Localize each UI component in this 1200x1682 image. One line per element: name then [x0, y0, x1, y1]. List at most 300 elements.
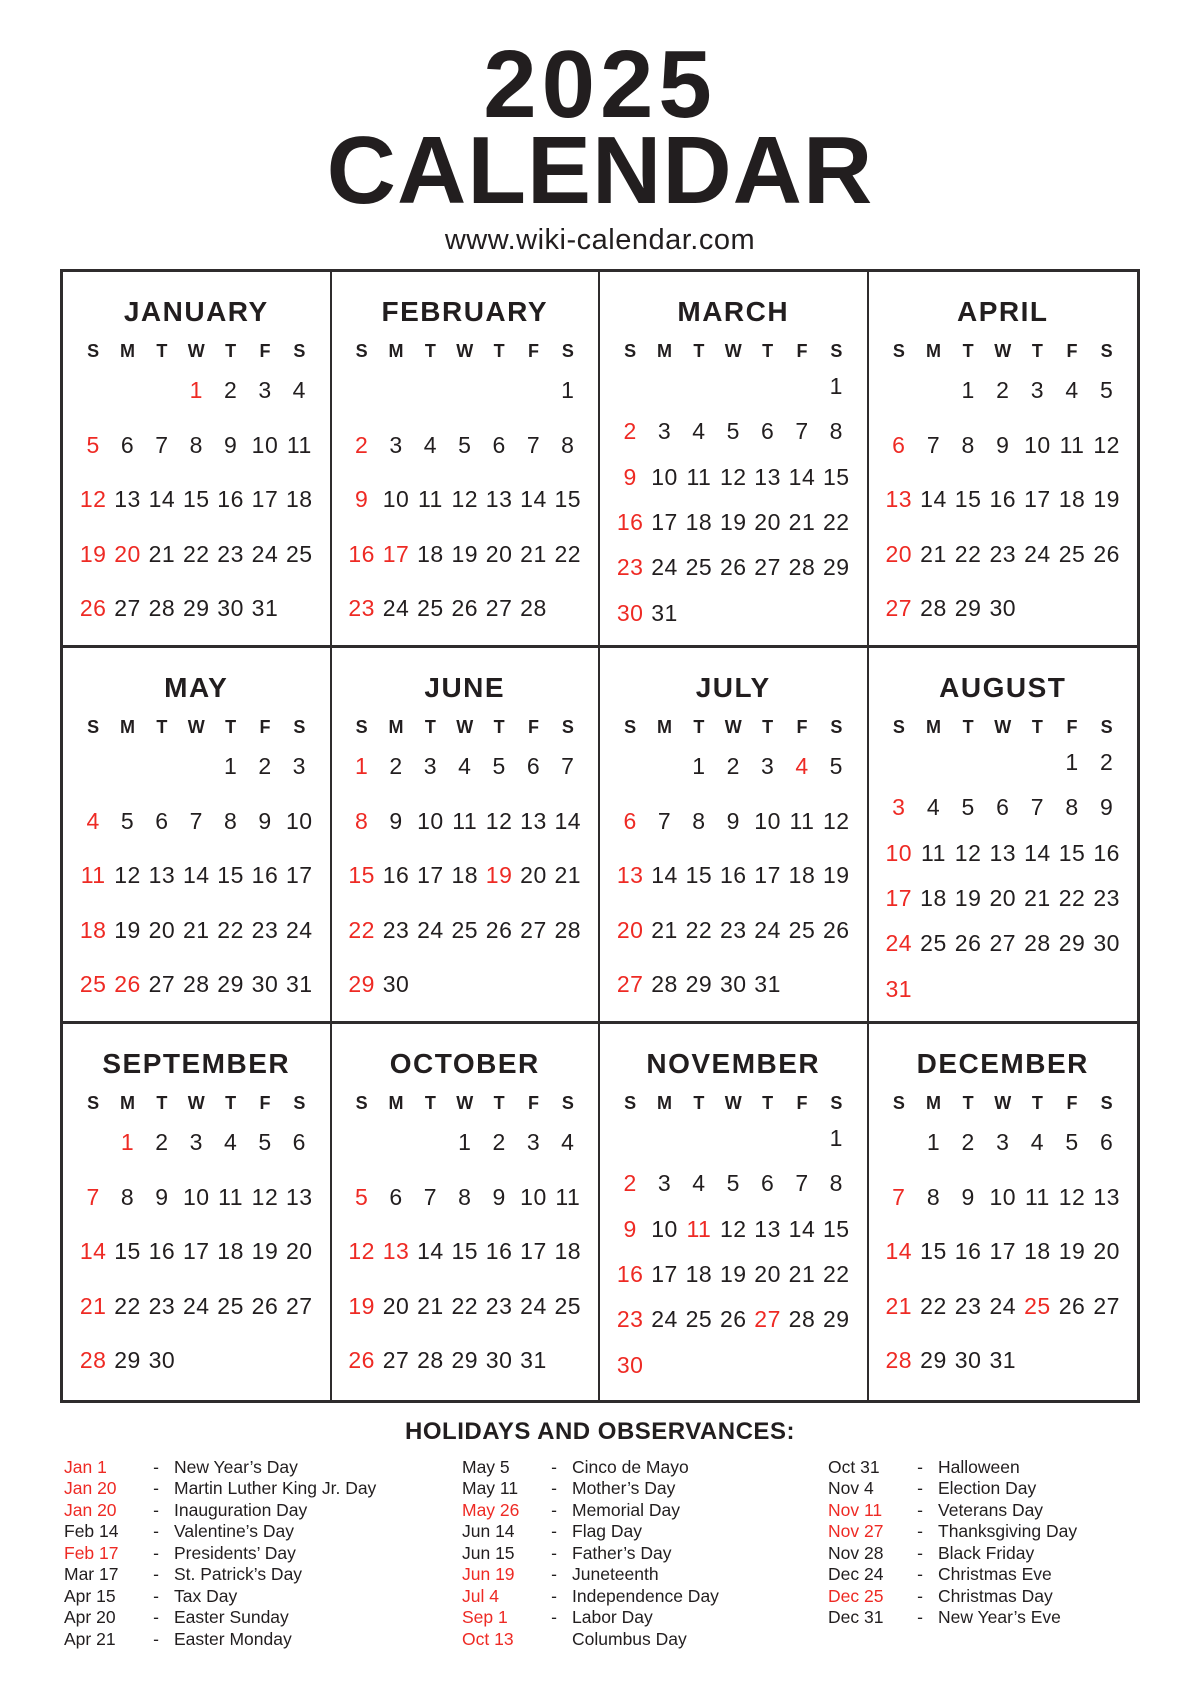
day-cell: 12: [823, 807, 850, 834]
day-cell: 24: [286, 916, 313, 943]
holiday-date: Oct 31: [828, 1456, 880, 1477]
day-cell: [551, 1347, 585, 1374]
day-cell: [716, 1352, 750, 1379]
day-cell: 17: [417, 862, 444, 889]
holiday-name: Christmas Day: [938, 1585, 1053, 1606]
day-cell: 2: [996, 377, 1010, 404]
week-row: [882, 1293, 1125, 1320]
day-cell: 10: [651, 463, 678, 490]
day-cell: 20: [754, 1260, 781, 1287]
holiday-separator: -: [153, 1628, 159, 1649]
weeks: [613, 740, 854, 1012]
day-cell: 22: [114, 1292, 141, 1319]
week-row: [345, 1347, 586, 1374]
day-cell: 1: [561, 377, 575, 404]
week-row: [76, 1347, 317, 1374]
day-cell: 18: [1058, 486, 1086, 513]
holiday-row: [64, 1521, 462, 1543]
holiday-name: Christmas Eve: [938, 1564, 1052, 1585]
day-cell: 9: [726, 807, 740, 834]
month-august: [869, 648, 1138, 1024]
weekday-label: S: [355, 340, 368, 361]
day-cell: 16: [719, 862, 747, 889]
day-cell: 31: [286, 971, 313, 998]
holiday-date: Jan 20: [64, 1499, 117, 1520]
day-cell: 19: [485, 862, 513, 889]
weekday-label: T: [962, 340, 974, 361]
week-row: [613, 1170, 854, 1197]
weekday-label: T: [424, 716, 436, 737]
holiday-date: Nov 4: [828, 1478, 874, 1499]
day-cell: 5: [829, 753, 843, 780]
day-cell: 30: [251, 971, 279, 998]
weekday-label: T: [1031, 340, 1043, 361]
weekday-label: M: [925, 340, 941, 361]
week-row: [345, 377, 586, 404]
day-cell: 4: [423, 431, 438, 458]
day-cell: [76, 377, 110, 404]
day-cell: [1089, 976, 1124, 1003]
week-row: [345, 1238, 586, 1265]
weekday-label: S: [293, 716, 306, 737]
holiday-name: Easter Sunday: [174, 1607, 289, 1628]
day-cell: 29: [685, 971, 713, 998]
month-title: JANUARY: [123, 295, 269, 327]
week-row: [882, 976, 1125, 1003]
day-cell: 26: [719, 554, 747, 581]
weekday-label: S: [830, 1092, 843, 1113]
day-cell: 8: [561, 431, 575, 458]
day-cell: 18: [920, 884, 947, 911]
weekday-label: M: [120, 1092, 136, 1113]
day-cell: 13: [520, 807, 547, 834]
day-cell: 6: [155, 807, 169, 834]
week-row: [613, 1216, 854, 1243]
holiday-separator: -: [917, 1607, 923, 1628]
weekday-label: T: [693, 340, 705, 361]
day-cell: 8: [189, 431, 203, 458]
week-row: [613, 1125, 854, 1152]
day-cell: 23: [382, 916, 410, 943]
day-cell: [682, 1125, 716, 1152]
day-cell: 31: [520, 1347, 547, 1374]
holiday-row: [828, 1478, 1168, 1500]
day-cell: 21: [885, 1292, 913, 1319]
day-cell: 6: [892, 431, 906, 458]
day-cell: 24: [885, 930, 913, 957]
day-cell: 26: [823, 916, 850, 943]
day-cell: 3: [189, 1129, 203, 1156]
day-cell: 14: [417, 1238, 444, 1265]
week-row: [613, 418, 854, 445]
day-cell: 13: [1093, 1183, 1120, 1210]
day-cell: 2: [258, 753, 272, 780]
day-cell: 19: [719, 1260, 747, 1287]
day-cell: 19: [1058, 1238, 1086, 1265]
day-cell: [213, 1347, 247, 1374]
holiday-name: Black Friday: [938, 1542, 1035, 1563]
day-cell: 25: [286, 540, 313, 567]
weekday-header: [613, 1093, 854, 1114]
day-cell: 27: [989, 930, 1017, 957]
holiday-separator: -: [153, 1607, 159, 1628]
day-cell: 24: [754, 916, 781, 943]
holiday-separator: -: [917, 1542, 923, 1563]
day-cell: 18: [217, 1238, 244, 1265]
holiday-date: Dec 31: [828, 1607, 884, 1628]
holiday-name: Cinco de Mayo: [572, 1456, 689, 1477]
day-cell: 30: [719, 971, 747, 998]
day-cell: [516, 377, 550, 404]
day-cell: [379, 1129, 413, 1156]
weekday-label: S: [561, 1092, 574, 1113]
holiday-name: Election Day: [938, 1478, 1037, 1499]
weekday-label: F: [796, 1092, 808, 1113]
weekday-label: T: [493, 716, 505, 737]
weekday-label: W: [187, 716, 205, 737]
day-cell: 1: [223, 753, 238, 780]
holiday-separator: -: [551, 1499, 557, 1520]
day-cell: 19: [251, 1238, 279, 1265]
weekday-label: T: [962, 716, 974, 737]
day-cell: 17: [754, 862, 781, 889]
week-row: [76, 1184, 317, 1211]
weekday-label: S: [830, 716, 843, 737]
weeks: [345, 1116, 586, 1388]
day-cell: 25: [79, 971, 107, 998]
day-cell: 18: [451, 862, 479, 889]
weekday-label: F: [796, 716, 808, 737]
day-cell: 18: [286, 486, 313, 513]
day-cell: 8: [223, 807, 238, 834]
week-row: [882, 1184, 1125, 1211]
day-cell: 17: [382, 540, 410, 567]
day-cell: 10: [651, 1215, 678, 1242]
holiday-date: Sep 1: [462, 1607, 508, 1628]
weekday-label: T: [762, 716, 774, 737]
weekday-header: [345, 717, 586, 738]
day-cell: [413, 971, 447, 998]
day-cell: 6: [492, 431, 506, 458]
day-cell: 12: [1058, 1183, 1086, 1210]
week-row: [882, 486, 1125, 513]
weekday-label: S: [561, 716, 574, 737]
week-row: [345, 917, 586, 944]
weeks: [345, 364, 586, 636]
day-cell: 4: [926, 794, 941, 821]
day-cell: 30: [485, 1347, 513, 1374]
day-cell: 29: [114, 1347, 141, 1374]
day-cell: 21: [79, 1292, 107, 1319]
holiday-name: Valentine’s Day: [174, 1521, 294, 1542]
day-cell: 6: [996, 794, 1010, 821]
weekday-label: M: [925, 716, 941, 737]
weekday-label: S: [1100, 340, 1113, 361]
week-row: [345, 541, 586, 568]
holiday-separator: -: [551, 1478, 557, 1499]
weekday-label: M: [388, 716, 404, 737]
day-cell: 2: [623, 1170, 637, 1197]
day-cell: 27: [1093, 1292, 1120, 1319]
day-cell: 24: [651, 554, 678, 581]
day-cell: 7: [1030, 794, 1045, 821]
day-cell: [682, 1352, 716, 1379]
day-cell: [750, 373, 784, 400]
weekday-label: F: [1066, 1092, 1078, 1113]
day-cell: 15: [451, 1238, 479, 1265]
weekday-label: F: [796, 340, 808, 361]
weekday-header: [613, 717, 854, 738]
day-cell: [716, 373, 750, 400]
day-cell: [145, 377, 179, 404]
day-cell: 4: [1030, 1129, 1045, 1156]
day-cell: [819, 971, 853, 998]
day-cell: 27: [148, 971, 176, 998]
holiday-row: [462, 1607, 828, 1629]
day-cell: 16: [485, 1238, 513, 1265]
week-row: [882, 1129, 1125, 1156]
day-cell: 30: [217, 595, 244, 622]
weekday-label: M: [120, 716, 136, 737]
day-cell: 6: [760, 418, 775, 445]
day-cell: 28: [79, 1347, 107, 1374]
day-cell: [916, 976, 951, 1003]
day-cell: 14: [148, 486, 176, 513]
day-cell: 6: [1100, 1129, 1114, 1156]
day-cell: 15: [1058, 839, 1086, 866]
day-cell: 15: [823, 1215, 850, 1242]
week-row: [76, 1238, 317, 1265]
day-cell: 23: [954, 1292, 982, 1319]
weekday-label: F: [527, 340, 539, 361]
day-cell: 27: [754, 554, 781, 581]
day-cell: 8: [961, 431, 975, 458]
weekday-label: F: [259, 340, 271, 361]
month-november: [600, 1024, 869, 1400]
day-cell: 10: [1024, 431, 1051, 458]
day-cell: 3: [760, 753, 775, 780]
day-cell: 21: [788, 1260, 816, 1287]
day-cell: 20: [520, 862, 547, 889]
day-cell: 21: [554, 862, 582, 889]
day-cell: 4: [1065, 377, 1079, 404]
day-cell: 8: [926, 1183, 941, 1210]
day-cell: 25: [685, 1306, 713, 1333]
week-row: [76, 595, 317, 622]
month-january: [63, 272, 332, 648]
day-cell: 4: [86, 807, 100, 834]
holiday-name: Memorial Day: [572, 1499, 680, 1520]
holiday-name: Father’s Day: [572, 1542, 672, 1563]
weekday-label: S: [87, 1092, 100, 1113]
day-cell: 9: [389, 807, 403, 834]
day-cell: 3: [657, 1170, 672, 1197]
week-row: [613, 600, 854, 627]
day-cell: 16: [616, 1260, 644, 1287]
day-cell: [613, 1125, 647, 1152]
weekday-label: T: [225, 340, 237, 361]
holiday-date: May 26: [462, 1499, 520, 1520]
day-cell: 26: [451, 595, 479, 622]
day-cell: 24: [989, 1292, 1017, 1319]
holiday-row: [462, 1478, 828, 1500]
day-cell: 3: [892, 794, 906, 821]
day-cell: 6: [623, 807, 637, 834]
day-cell: [682, 600, 716, 627]
month-title: JULY: [695, 671, 771, 703]
day-cell: [1055, 976, 1090, 1003]
day-cell: 16: [251, 862, 279, 889]
day-cell: 25: [217, 1292, 244, 1319]
day-cell: 13: [885, 486, 913, 513]
month-title: NOVEMBER: [646, 1047, 821, 1079]
holiday-row: [64, 1607, 462, 1629]
day-cell: 8: [120, 1183, 135, 1210]
weekday-label: T: [762, 340, 774, 361]
day-cell: 10: [182, 1183, 210, 1210]
weekday-label: F: [1066, 340, 1078, 361]
day-cell: 5: [726, 418, 740, 445]
day-cell: 24: [182, 1292, 210, 1319]
weekday-label: W: [456, 716, 474, 737]
day-cell: 16: [348, 540, 375, 567]
week-row: [76, 753, 317, 780]
weekday-label: W: [994, 716, 1012, 737]
day-cell: 21: [417, 1292, 444, 1319]
day-cell: 8: [355, 807, 369, 834]
day-cell: 29: [1058, 930, 1086, 957]
day-cell: 23: [616, 554, 644, 581]
holiday-date: Feb 14: [64, 1521, 119, 1542]
weekday-label: T: [225, 716, 237, 737]
weekday-header: [76, 1093, 317, 1114]
weekday-label: S: [624, 340, 637, 361]
day-cell: 18: [788, 862, 816, 889]
week-row: [76, 432, 317, 459]
week-row: [76, 917, 317, 944]
holiday-date: Dec 25: [828, 1585, 884, 1606]
day-cell: [145, 753, 179, 780]
holiday-row: [828, 1564, 1168, 1586]
week-row: [882, 840, 1125, 867]
day-cell: 25: [920, 930, 947, 957]
day-cell: 19: [823, 862, 850, 889]
holiday-separator: [536, 1629, 572, 1651]
day-cell: 22: [823, 508, 850, 535]
weekday-label: W: [994, 340, 1012, 361]
holiday-separator: -: [917, 1521, 923, 1542]
week-row: [76, 486, 317, 513]
weekday-label: W: [724, 1092, 742, 1113]
day-cell: [482, 971, 516, 998]
day-cell: 29: [348, 971, 375, 998]
day-cell: 23: [251, 916, 279, 943]
day-cell: 3: [292, 753, 306, 780]
holiday-column: [64, 1457, 462, 1651]
holiday-date: Nov 28: [828, 1542, 884, 1563]
day-cell: 20: [1093, 1238, 1120, 1265]
day-cell: 24: [651, 1306, 678, 1333]
day-cell: [985, 976, 1020, 1003]
day-cell: 16: [989, 486, 1017, 513]
holiday-name: New Year’s Day: [174, 1456, 298, 1477]
day-cell: 22: [1058, 884, 1086, 911]
day-cell: 7: [423, 1183, 438, 1210]
month-title: MAY: [164, 671, 229, 703]
weekday-label: M: [388, 1092, 404, 1113]
day-cell: 4: [223, 1129, 238, 1156]
day-cell: [750, 1352, 784, 1379]
holiday-row: [828, 1543, 1168, 1565]
day-cell: 28: [148, 595, 176, 622]
day-cell: 19: [114, 916, 141, 943]
weekday-label: W: [187, 1092, 205, 1113]
day-cell: [882, 749, 917, 776]
day-cell: 9: [623, 1215, 637, 1242]
day-cell: 9: [623, 463, 637, 490]
day-cell: 17: [1024, 486, 1051, 513]
day-cell: 18: [1024, 1238, 1051, 1265]
year-title: 2025: [483, 31, 717, 138]
day-cell: 21: [1024, 884, 1051, 911]
day-cell: 4: [795, 753, 809, 780]
day-cell: 9: [996, 431, 1010, 458]
weekday-label: S: [624, 1092, 637, 1113]
day-cell: [785, 1352, 819, 1379]
weekday-label: W: [724, 716, 742, 737]
day-cell: 10: [417, 807, 444, 834]
day-cell: 17: [651, 1260, 678, 1287]
month-title: OCTOBER: [389, 1047, 540, 1079]
holiday-name: Juneteenth: [572, 1564, 659, 1585]
day-cell: 26: [1058, 1292, 1086, 1319]
day-cell: [345, 1129, 379, 1156]
day-cell: 25: [451, 916, 479, 943]
day-cell: 23: [485, 1292, 513, 1319]
weekday-label: F: [527, 1092, 539, 1113]
day-cell: 27: [616, 971, 644, 998]
day-cell: 20: [989, 884, 1017, 911]
day-cell: [951, 976, 986, 1003]
day-cell: 2: [355, 431, 369, 458]
week-row: [76, 377, 317, 404]
weekday-label: W: [724, 340, 742, 361]
weekday-header: [882, 1093, 1125, 1114]
day-cell: 8: [829, 418, 843, 445]
holiday-date: May 5: [462, 1456, 510, 1477]
day-cell: 4: [292, 377, 306, 404]
day-cell: [785, 1125, 819, 1152]
holiday-separator: -: [153, 1499, 159, 1520]
month-february: [332, 272, 601, 648]
month-title: FEBRUARY: [381, 295, 549, 327]
day-cell: [551, 595, 585, 622]
day-cell: 27: [885, 595, 913, 622]
holiday-separator: -: [153, 1456, 159, 1477]
week-row: [882, 794, 1125, 821]
day-cell: 28: [651, 971, 678, 998]
day-cell: 17: [651, 508, 678, 535]
day-cell: 19: [1093, 486, 1120, 513]
holiday-date: Apr 20: [64, 1607, 116, 1628]
day-cell: [647, 753, 681, 780]
holiday-date: Nov 27: [828, 1521, 884, 1542]
day-cell: 5: [961, 794, 975, 821]
weeks: [76, 364, 317, 636]
day-cell: 19: [79, 540, 107, 567]
weekday-label: T: [156, 1092, 168, 1113]
holiday-date: Apr 21: [64, 1628, 116, 1649]
